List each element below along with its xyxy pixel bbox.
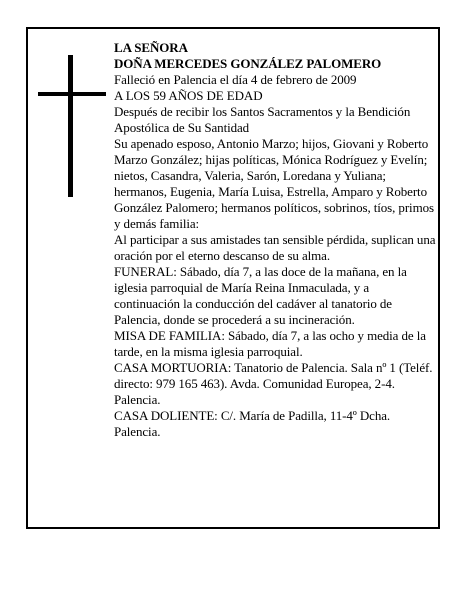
funeral-info: FUNERAL: Sábado, día 7, a las doce de la mañana, en la iglesia parroquial de María Reina Inmaculada, y a continuación la conducción del cadáver al tanatorio de Palencia, donde se procederá a su incineración.	[114, 264, 407, 327]
mass-info: MISA DE FAMILIA: Sábado, día 7, a las ocho y media de la tarde, en la misma iglesia parroquial.	[114, 328, 426, 359]
sacraments-statement: Después de recibir los Santos Sacramentos y la Bendición Apostólica de Su Santidad	[114, 104, 411, 135]
mortuary-info: CASA MORTUORIA: Tanatorio de Palencia. Sala nº 1 (Teléf. directo: 979 165 463). Avda. Comunidad Europea, 2-4. Palencia.	[114, 360, 433, 407]
cross-horizontal-bar	[38, 92, 106, 96]
family-list: Su apenado esposo, Antonio Marzo; hijos, Giovani y Roberto Marzo González; hijas políticas, Mónica Rodríguez y Evelín; nietos, Casandra, Valeria, Sarón, Loredana y Yuliana; hermanos, Eugenia, María Luisa, Estrella, Amparo y Roberto González Palomero; hermanos políticos, sobrinos, tíos, primos y demás familia:	[114, 136, 434, 231]
deceased-name: DOÑA MERCEDES GONZÁLEZ PALOMERO	[114, 56, 382, 71]
notice-title: LA SEÑORA	[114, 40, 188, 55]
prayer-request: Al participar a sus amistades tan sensible pérdida, suplican una oración por el eterno descanso de su alma.	[114, 232, 436, 263]
death-statement: Falleció en Palencia el día 4 de febrero de 2009	[114, 72, 357, 87]
obituary-notice	[26, 27, 440, 529]
age-statement: A LOS 59 AÑOS DE EDAD	[114, 88, 263, 103]
notice-text	[114, 40, 438, 440]
mourning-house-info: CASA DOLIENTE: C/. María de Padilla, 11-4º Dcha. Palencia.	[114, 408, 391, 439]
cross-vertical-bar	[68, 55, 73, 197]
